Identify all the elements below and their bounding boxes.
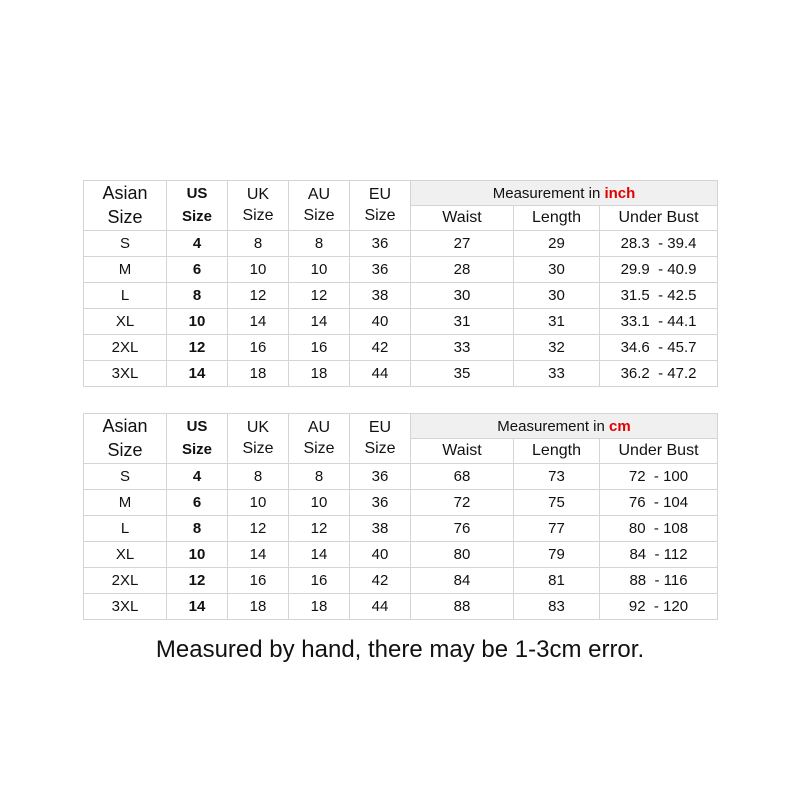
cell-us-size: 6 <box>167 257 228 283</box>
table-row <box>84 231 718 257</box>
header-under-bust: Under Bust <box>600 206 718 231</box>
cell-eu-size: 38 <box>350 516 411 542</box>
cell-waist: 30 <box>411 283 514 309</box>
cell-au-size: 12 <box>289 283 350 309</box>
cell-length: 31 <box>514 309 600 335</box>
cell-uk-size: 16 <box>228 568 289 594</box>
cell-au-size: 18 <box>289 594 350 620</box>
measurement-note: Measured by hand, there may be 1-3cm error. <box>155 636 645 663</box>
cell-asian-size: M <box>84 490 167 516</box>
cell-eu-size: 42 <box>350 335 411 361</box>
cell-length: 30 <box>514 257 600 283</box>
cell-au-size: 12 <box>289 516 350 542</box>
cell-uk-size: 18 <box>228 361 289 387</box>
cell-under-bust: 34.6 - 45.7 <box>600 335 718 361</box>
cell-au-size: 8 <box>289 231 350 257</box>
cell-asian-size: 3XL <box>84 361 167 387</box>
table-row <box>84 568 718 594</box>
header-length: Length <box>514 206 600 231</box>
table-row <box>84 335 718 361</box>
cell-length: 77 <box>514 516 600 542</box>
cell-us-size: 4 <box>167 231 228 257</box>
cell-asian-size: 2XL <box>84 335 167 361</box>
table-row <box>84 257 718 283</box>
cell-uk-size: 10 <box>228 490 289 516</box>
cell-length: 75 <box>514 490 600 516</box>
cell-under-bust: 80 - 108 <box>600 516 718 542</box>
cell-au-size: 10 <box>289 490 350 516</box>
table-row <box>84 283 718 309</box>
cell-under-bust: 28.3 - 39.4 <box>600 231 718 257</box>
cell-au-size: 18 <box>289 361 350 387</box>
cell-eu-size: 38 <box>350 283 411 309</box>
cell-us-size: 12 <box>167 568 228 594</box>
cell-length: 81 <box>514 568 600 594</box>
cell-under-bust: 33.1 - 44.1 <box>600 309 718 335</box>
cell-asian-size: L <box>84 516 167 542</box>
cell-eu-size: 40 <box>350 542 411 568</box>
table-body-inch <box>84 231 718 387</box>
cell-uk-size: 14 <box>228 542 289 568</box>
cell-uk-size: 8 <box>228 464 289 490</box>
cell-under-bust: 72 - 100 <box>600 464 718 490</box>
cell-us-size: 6 <box>167 490 228 516</box>
cell-asian-size: S <box>84 231 167 257</box>
cell-eu-size: 44 <box>350 594 411 620</box>
header-uk-size: UK Size <box>228 181 289 231</box>
table-row <box>84 542 718 568</box>
size-table-inch <box>83 180 718 387</box>
table-row <box>84 309 718 335</box>
cell-uk-size: 8 <box>228 231 289 257</box>
header-au-size: AU Size <box>289 181 350 231</box>
header-au-size: AU Size <box>289 414 350 464</box>
cell-us-size: 14 <box>167 361 228 387</box>
cell-under-bust: 29.9 - 40.9 <box>600 257 718 283</box>
cell-waist: 76 <box>411 516 514 542</box>
cell-uk-size: 10 <box>228 257 289 283</box>
cell-uk-size: 18 <box>228 594 289 620</box>
header-us-size: US Size <box>167 414 228 464</box>
header-asian-size: Asian Size <box>84 414 167 464</box>
cell-us-size: 14 <box>167 594 228 620</box>
cell-length: 83 <box>514 594 600 620</box>
cell-length: 30 <box>514 283 600 309</box>
cell-au-size: 14 <box>289 542 350 568</box>
cell-uk-size: 14 <box>228 309 289 335</box>
size-table-cm <box>83 413 718 620</box>
cell-under-bust: 92 - 120 <box>600 594 718 620</box>
cell-asian-size: XL <box>84 542 167 568</box>
cell-under-bust: 31.5 - 42.5 <box>600 283 718 309</box>
cell-asian-size: L <box>84 283 167 309</box>
cell-uk-size: 16 <box>228 335 289 361</box>
header-waist: Waist <box>411 206 514 231</box>
cell-au-size: 16 <box>289 568 350 594</box>
header-us-size: US Size <box>167 181 228 231</box>
cell-waist: 27 <box>411 231 514 257</box>
cell-under-bust: 36.2 - 47.2 <box>600 361 718 387</box>
header-eu-size: EU Size <box>350 414 411 464</box>
measurement-unit: inch <box>604 184 636 202</box>
header-under-bust: Under Bust <box>600 439 718 464</box>
cell-us-size: 10 <box>167 309 228 335</box>
cell-waist: 33 <box>411 335 514 361</box>
cell-us-size: 8 <box>167 283 228 309</box>
cell-uk-size: 12 <box>228 516 289 542</box>
cell-eu-size: 42 <box>350 568 411 594</box>
cell-waist: 84 <box>411 568 514 594</box>
cell-asian-size: 3XL <box>84 594 167 620</box>
header-length: Length <box>514 439 600 464</box>
cell-waist: 88 <box>411 594 514 620</box>
cell-length: 73 <box>514 464 600 490</box>
measurement-unit: cm <box>609 417 631 435</box>
cell-under-bust: 84 - 112 <box>600 542 718 568</box>
cell-eu-size: 36 <box>350 490 411 516</box>
cell-eu-size: 36 <box>350 231 411 257</box>
table-row <box>84 516 718 542</box>
table-body-cm <box>84 464 718 620</box>
cell-us-size: 4 <box>167 464 228 490</box>
header-measurement: Measurement in cm <box>411 414 718 439</box>
cell-waist: 31 <box>411 309 514 335</box>
cell-asian-size: S <box>84 464 167 490</box>
cell-au-size: 10 <box>289 257 350 283</box>
cell-au-size: 16 <box>289 335 350 361</box>
cell-uk-size: 12 <box>228 283 289 309</box>
table-row <box>84 594 718 620</box>
table-row <box>84 464 718 490</box>
cell-waist: 80 <box>411 542 514 568</box>
cell-length: 79 <box>514 542 600 568</box>
cell-us-size: 10 <box>167 542 228 568</box>
cell-au-size: 8 <box>289 464 350 490</box>
table-row <box>84 490 718 516</box>
cell-us-size: 8 <box>167 516 228 542</box>
table-row <box>84 361 718 387</box>
cell-us-size: 12 <box>167 335 228 361</box>
cell-waist: 28 <box>411 257 514 283</box>
cell-waist: 35 <box>411 361 514 387</box>
header-waist: Waist <box>411 439 514 464</box>
cell-length: 32 <box>514 335 600 361</box>
cell-length: 33 <box>514 361 600 387</box>
cell-eu-size: 40 <box>350 309 411 335</box>
cell-au-size: 14 <box>289 309 350 335</box>
cell-under-bust: 76 - 104 <box>600 490 718 516</box>
cell-under-bust: 88 - 116 <box>600 568 718 594</box>
header-uk-size: UK Size <box>228 414 289 464</box>
cell-waist: 68 <box>411 464 514 490</box>
cell-asian-size: XL <box>84 309 167 335</box>
header-asian-size: Asian Size <box>84 181 167 231</box>
cell-eu-size: 36 <box>350 464 411 490</box>
cell-eu-size: 36 <box>350 257 411 283</box>
cell-waist: 72 <box>411 490 514 516</box>
cell-asian-size: M <box>84 257 167 283</box>
cell-asian-size: 2XL <box>84 568 167 594</box>
cell-length: 29 <box>514 231 600 257</box>
header-measurement: Measurement in inch <box>411 181 718 206</box>
header-eu-size: EU Size <box>350 181 411 231</box>
cell-eu-size: 44 <box>350 361 411 387</box>
